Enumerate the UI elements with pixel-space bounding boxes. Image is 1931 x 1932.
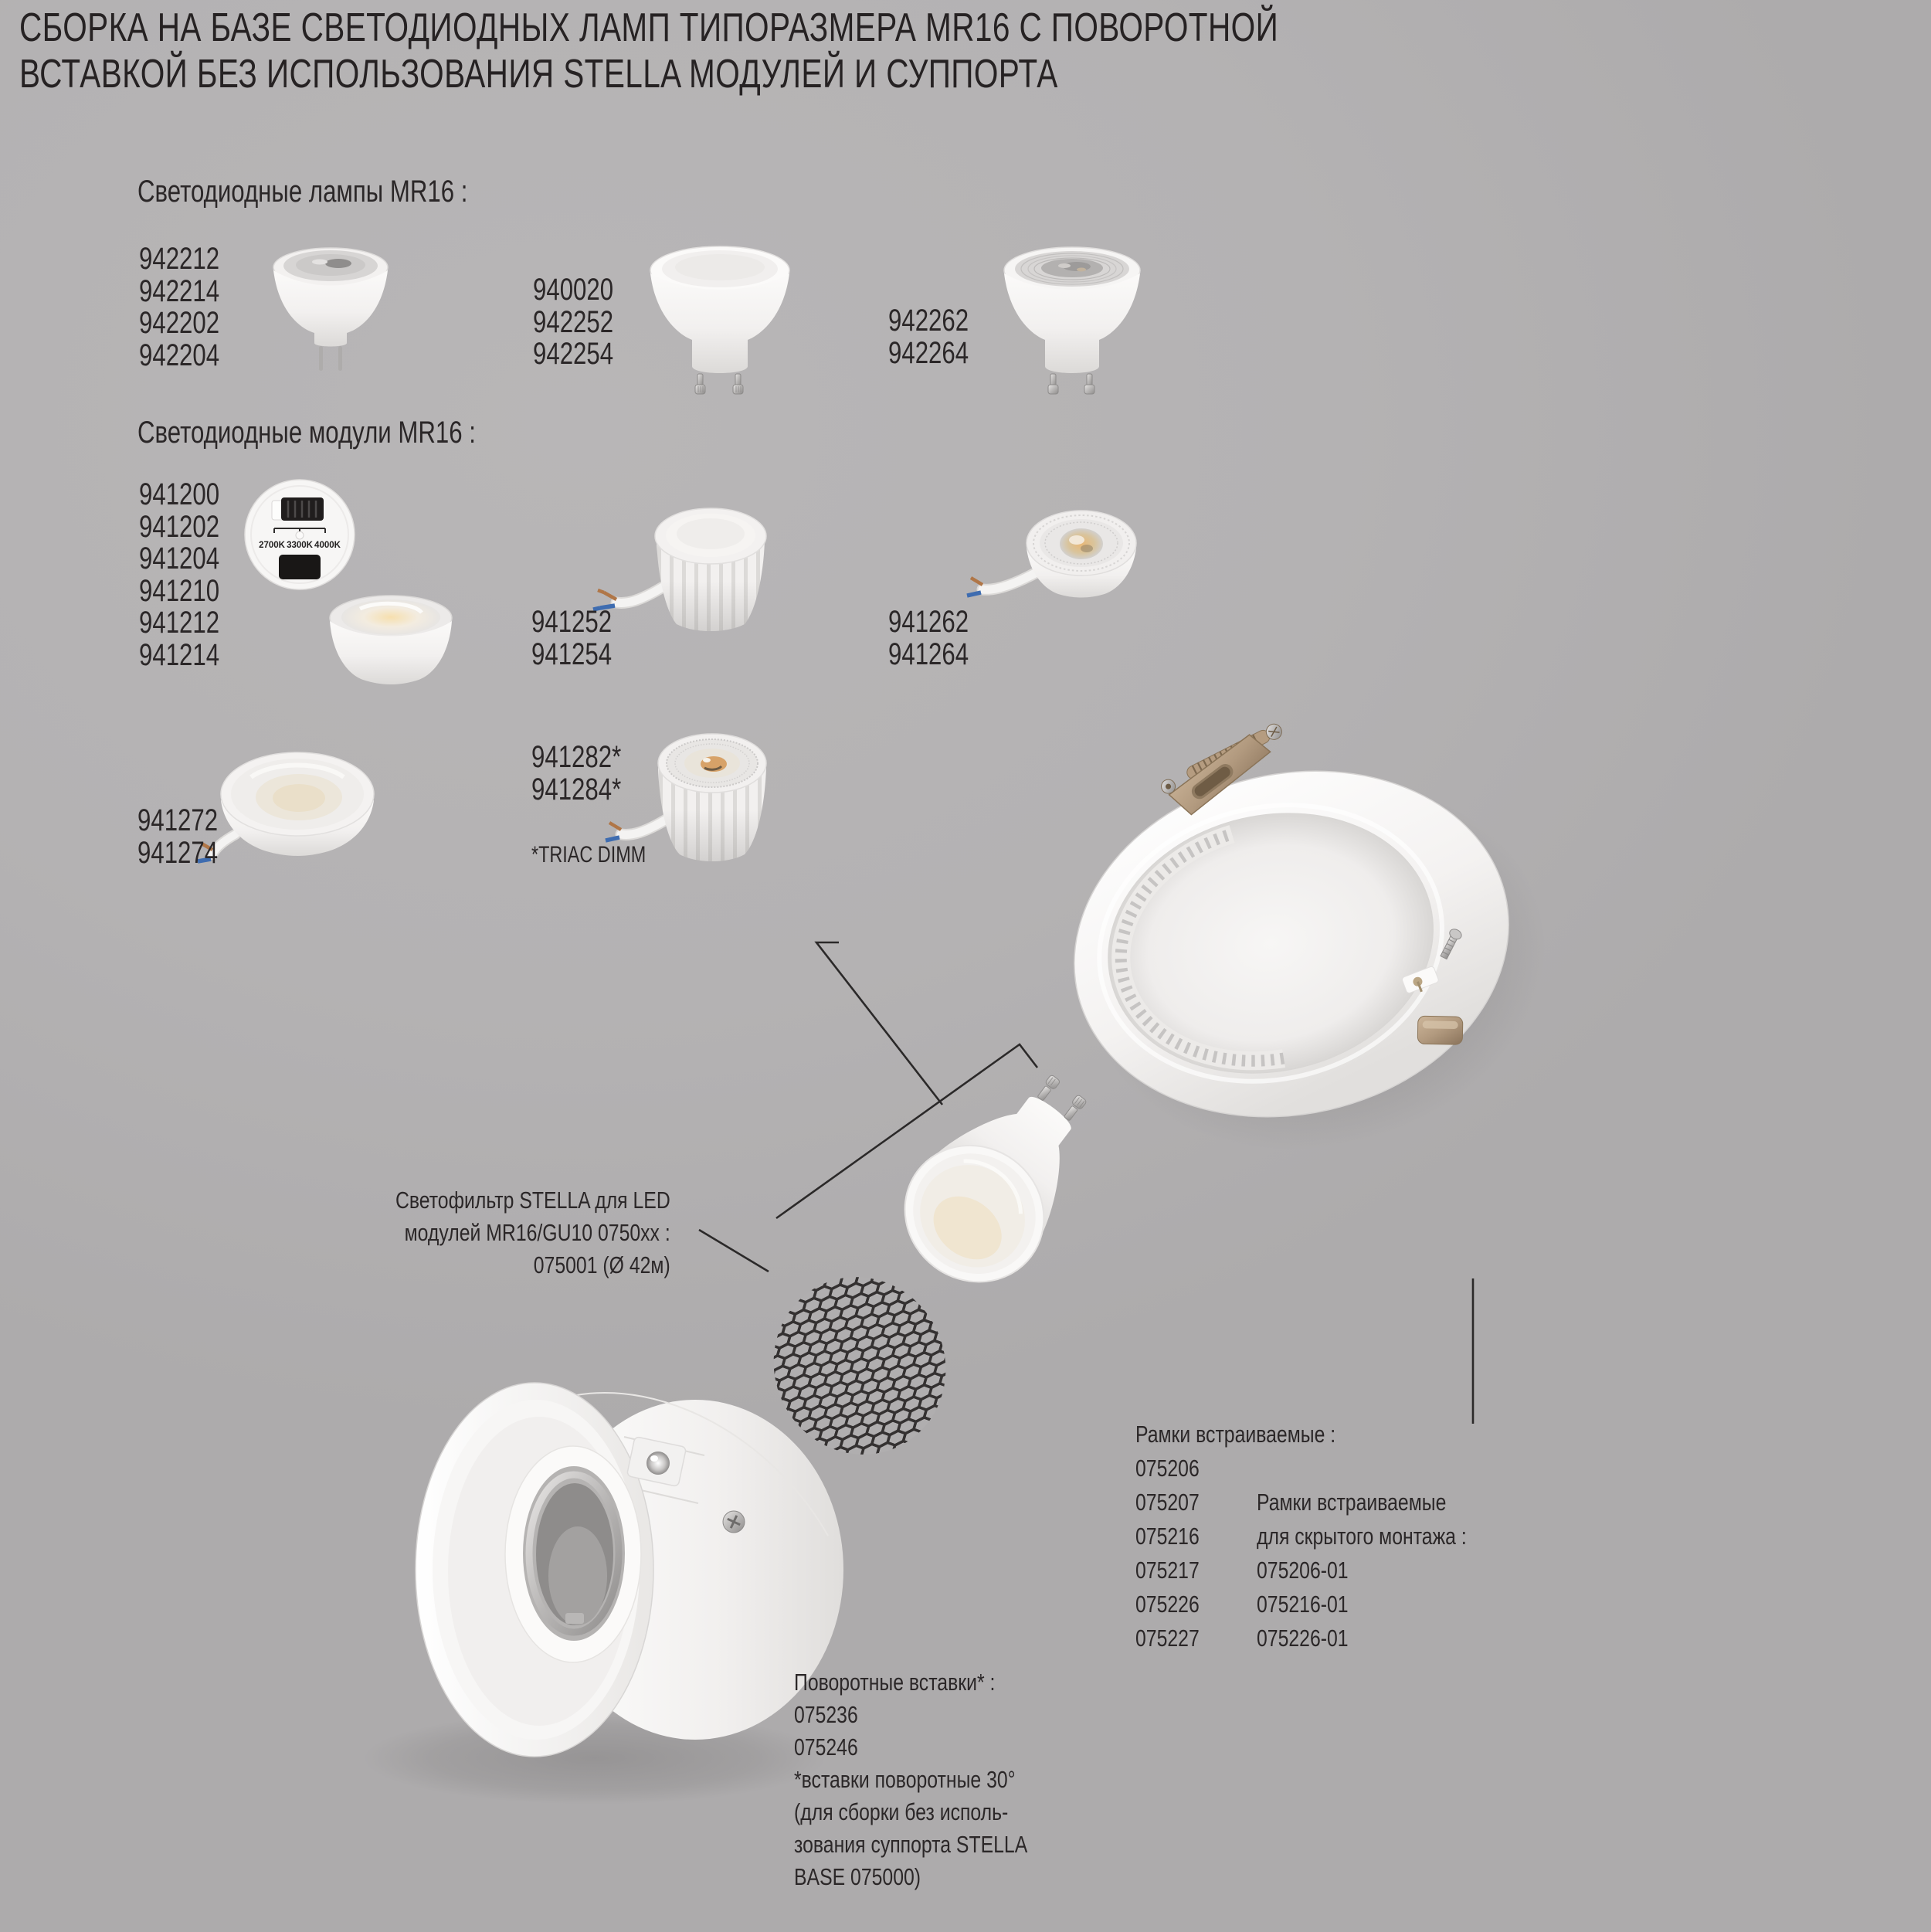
- product-code: 941204: [139, 542, 220, 576]
- lamp-codes-group-2: [533, 274, 613, 371]
- page-title: [19, 5, 1278, 97]
- inserts-heading: Поворотные вставки* :: [794, 1669, 996, 1696]
- inserts-footnote-line: *вставки поворотные 30°: [794, 1766, 1016, 1793]
- product-code: 942264: [888, 335, 969, 370]
- product-code: 941262: [888, 605, 969, 639]
- module-codes-group-1: [139, 479, 219, 672]
- ribbed-frosted-module-image: [593, 508, 766, 631]
- leader-line-filter: [699, 1230, 769, 1272]
- product-code: 942262: [888, 304, 969, 338]
- product-code: 941274: [137, 835, 219, 870]
- leader-line-modules: [816, 942, 942, 1105]
- cct-switch-module-image: [245, 480, 452, 684]
- product-code: 941282*: [531, 740, 622, 774]
- product-code: 942212: [139, 242, 220, 276]
- product-code: 941272: [137, 803, 219, 837]
- product-code: 941264: [888, 637, 969, 671]
- modules-section-heading: Светодиодные модули MR16 :: [137, 416, 476, 450]
- filter-note-line: Светофильтр STELLA для LED: [395, 1187, 670, 1214]
- product-code: 075246: [794, 1733, 858, 1761]
- filter-note-line: 075001 (Ø 42м): [534, 1251, 670, 1278]
- product-code: 942254: [533, 337, 614, 372]
- product-code: 941214: [139, 637, 220, 672]
- flat-frosted-module-image: [198, 752, 374, 861]
- product-code: 075206-01: [1257, 1557, 1349, 1584]
- product-code: 941284*: [531, 772, 622, 806]
- product-code: 941200: [139, 477, 220, 511]
- lens-module-part: [330, 596, 452, 684]
- product-code: 941210: [139, 573, 220, 608]
- product-code: 075226: [1135, 1591, 1200, 1618]
- filter-note-line: модулей MR16/GU10 0750xx :: [404, 1219, 670, 1246]
- product-code: 941212: [139, 606, 220, 640]
- product-code: 075226-01: [1257, 1625, 1349, 1652]
- product-code: 940020: [533, 273, 614, 307]
- mounting-ring-image: [1028, 672, 1583, 1197]
- cct-label: 3300K: [287, 541, 313, 550]
- product-code: 941254: [531, 637, 613, 671]
- phillips-screw: [723, 1511, 745, 1533]
- product-code: 075207: [1135, 1489, 1200, 1516]
- flat-lens-module-image: [967, 511, 1136, 598]
- inserts-footnote-line: зования суппорта STELLA: [794, 1831, 1028, 1858]
- title-line-2: ВСТАВКОЙ БЕЗ ИСПОЛЬЗОВАНИЯ STELLA МОДУЛЕЙ И СУППОРТА: [19, 52, 1058, 97]
- inserts-footnote-line: (для сборки без исполь-: [794, 1798, 1009, 1825]
- triac-dimm-note: *TRIAC DIMM: [531, 842, 646, 868]
- product-code: 942202: [139, 306, 220, 341]
- product-code: 075216: [1135, 1523, 1200, 1550]
- gu10-clear-lamp-image: [1004, 247, 1140, 394]
- product-code: 075217: [1135, 1557, 1200, 1584]
- module-codes-group-4: [137, 805, 218, 869]
- product-code: 942252: [533, 304, 614, 339]
- rotary-insert-image: [363, 1383, 843, 1805]
- inserts-footnote-line: BASE 075000): [794, 1863, 921, 1890]
- cct-label: 4000K: [314, 541, 341, 550]
- lamps-section-heading: Светодиодные лампы MR16 :: [137, 175, 468, 209]
- frames-heading: Рамки встраиваемые :: [1135, 1421, 1336, 1448]
- product-code: 075227: [1135, 1625, 1200, 1652]
- product-code: 941202: [139, 509, 220, 544]
- hidden-frames-note: [1257, 1486, 1467, 1655]
- exploded-gu10-lamp-image: [877, 1045, 1125, 1309]
- hidden-frames-heading-line: для скрытого монтажа :: [1257, 1523, 1467, 1550]
- module-codes-group-2: [531, 606, 612, 671]
- product-code: 075206: [1135, 1455, 1200, 1482]
- lamp-codes-group-1: [139, 243, 219, 372]
- gu10-frosted-lamp-image: [650, 246, 789, 394]
- module-codes-group-5: [531, 742, 621, 806]
- bottom-tab: [1417, 1016, 1463, 1044]
- title-line-1: СБОРКА НА БАЗЕ СВЕТОДИОДНЫХ ЛАМП ТИПОРАЗМЕРА MR16 С ПОВОРОТНОЙ: [19, 5, 1279, 50]
- product-code: 942204: [139, 338, 220, 372]
- lamp-codes-group-3: [888, 305, 969, 369]
- cct-label: 2700K: [259, 541, 285, 550]
- product-code: 075236: [794, 1701, 858, 1728]
- inserts-note: [794, 1666, 1027, 1893]
- module-codes-group-3: [888, 606, 969, 671]
- filter-note: [395, 1184, 670, 1282]
- product-code: 941252: [531, 605, 613, 639]
- product-code: 075216-01: [1257, 1591, 1349, 1618]
- product-code: 942214: [139, 273, 220, 308]
- hidden-frames-heading-line: Рамки встраиваемые: [1257, 1489, 1447, 1516]
- mr16-gu53-lamp-image: [273, 248, 388, 371]
